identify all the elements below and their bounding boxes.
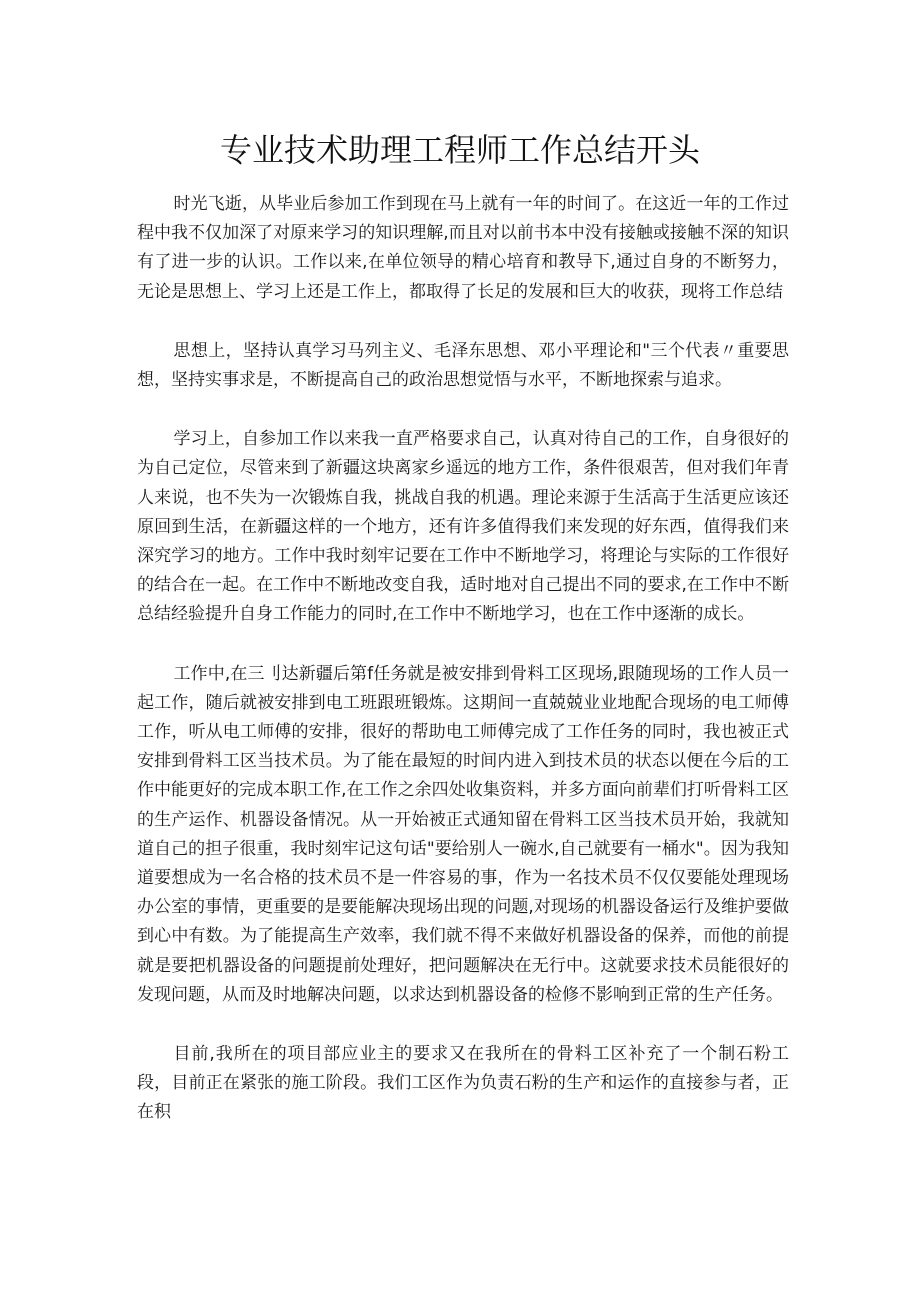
paragraph-current: 目前,我所在的项目部应业主的要求又在我所在的骨料工区补充了一个制石粉工段，目前正在紧张的施工阶段。我们工区作为负责石粉的生产和运作的直接参与者，正在积 [137,1044,789,1123]
document-title: 专业技术助理工程师工作总结开头 [219,131,700,169]
paragraph-intro: 时光飞逝，从毕业后参加工作到现在马上就有一年的时间了。在这近一年的工作过程中我不仅加深了对原来学习的知识理解,而且对以前书本中没有接触或接触不深的知识有了进一步的认识。工作以来,在单位领导的精心培育和教导下,通过自身的不断努力，无论是思想上、学习上还是工作上，都取得了长足的发展和巨大的收获，现将工作总结 [137,194,789,302]
paragraph-work: 工作中,在三刂达新疆后第f任务就是被安排到骨料工区现场,跟随现场的工作人员一起工作，随后就被安排到电工班跟班锻炼。这期间一直兢兢业业地配合现场的电工师傅工作，听从电工师傅的安排，很好的帮助电工师傅完成了工作任务的同时，我也被正式安排到骨料工区当技术员。为了能在最短的时间内进入到技术员的状态以便在今后的工作中能更好的完成本职工作,在工作之余四处收集资料，并多方面向前辈们打听骨料工区的生产运作、机器设备情况。从一开始被正式通知留在骨料工区当技术员开始，我就知道自己的担子很重，我时刻牢记这句话"要给别人一碗水,自己就要有一桶水"。因为我知道要想成为一名合格的技术员不是一件容易的事，作为一名技术员不仅仅要能处理现场办公室的事情，更重要的是要能解决现场出现的问题,对现场的机器设备运行及维护要做到心中有数。为了能提高生产效率，我们就不得不来做好机器设备的保养，而他的前提就是要把机器设备的问题提前处理好，把问题解决在无行中。这就要求技术员能很好的发现问题，从而及时地解决问题，以求达到机器设备的检修不影响到正常的生产任务。 [137,663,789,1005]
paragraph-ideology: 思想上，坚持认真学习马列主义、毛泽东思想、邓小平理论和"三个代表〃重要思想，坚持实事求是，不断提高自己的政治思想觉悟与水平，不断地探索与追求。 [137,340,789,391]
paragraph-study: 学习上，自参加工作以来我一直严格要求自己，认真对待自己的工作，自身很好的为自己定位，尽管来到了新疆这块离家乡遥远的地方工作，条件很艰苦，但对我们年青人来说，也不失为一次锻炼自我，挑战自我的机遇。理论来源于生活高于生活更应该还原回到生活，在新疆这样的一个地方，还有许多值得我们来发现的好东西，值得我们来深究学习的地方。工作中我时刻牢记要在工作中不断地学习，将理论与实际的工作很好的结合在一起。在工作中不断地改变自我，适时地对自己提出不同的要求,在工作中不断总结经验提升自身工作能力的同时,在工作中不断地学习，也在工作中逐渐的成长。 [137,429,789,625]
document-body [137,190,789,1158]
